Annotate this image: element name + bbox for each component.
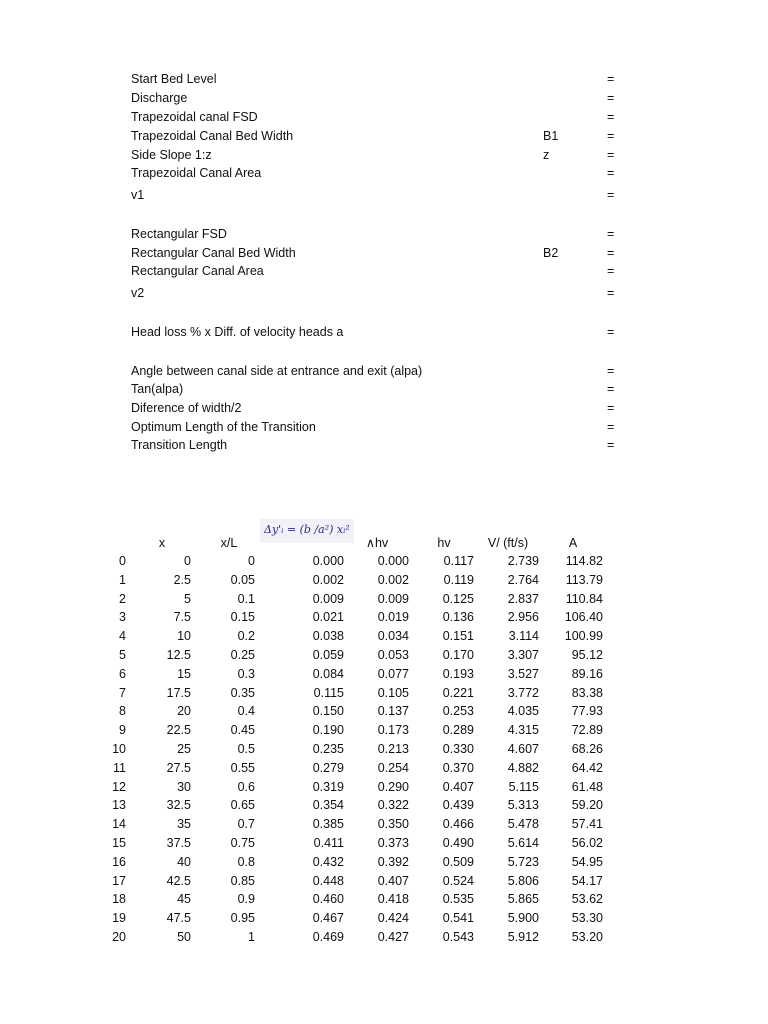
cell-hv: 0.136 xyxy=(442,610,474,625)
cell-x: 45 xyxy=(177,892,191,907)
row-index: 17 xyxy=(112,873,126,888)
cell-delta-hv: 0.053 xyxy=(377,648,409,662)
equals-sign: = xyxy=(607,420,615,434)
cell-delta-hv: 0.077 xyxy=(377,666,409,681)
cell-hv: 0.125 xyxy=(442,591,474,606)
cell-x: 5 xyxy=(184,591,191,606)
cell-velocity: 4.315 xyxy=(507,723,539,738)
row-index: 16 xyxy=(112,854,126,869)
cell-hv: 0.193 xyxy=(442,666,474,681)
cell-delta-hv: 0.290 xyxy=(377,779,409,794)
cell-area: 53.30 xyxy=(571,911,603,926)
row-index: 10 xyxy=(112,742,126,756)
cell-x-over-l: 0 xyxy=(248,554,255,568)
table-row xyxy=(0,778,768,796)
cell-delta-y: 0.150 xyxy=(312,704,344,719)
table-row xyxy=(0,684,768,702)
cell-area: 54.95 xyxy=(571,854,603,869)
table-header-row xyxy=(0,534,768,552)
cell-velocity: 3.772 xyxy=(507,685,539,700)
cell-area: 110.84 xyxy=(565,591,603,606)
cell-delta-y: 0.467 xyxy=(312,911,344,926)
table-row xyxy=(0,815,768,833)
cell-hv: 0.466 xyxy=(442,817,474,832)
cell-hv: 0.509 xyxy=(442,854,474,869)
cell-x: 50 xyxy=(177,930,191,944)
parameter-row xyxy=(0,284,768,302)
cell-x-over-l: 0.3 xyxy=(237,666,255,681)
table-row xyxy=(0,702,768,720)
cell-hv: 0.407 xyxy=(442,779,474,794)
row-index: 6 xyxy=(119,666,126,681)
parameter-row xyxy=(0,89,768,107)
header-area: A xyxy=(568,536,578,550)
cell-delta-y: 0.084 xyxy=(312,666,344,681)
parameter-label: Transition Length xyxy=(131,438,228,452)
parameter-label: Trapezoidal canal FSD xyxy=(131,110,258,124)
table-row xyxy=(0,608,768,626)
equals-sign: = xyxy=(607,264,615,278)
cell-delta-y: 0.021 xyxy=(312,610,344,625)
cell-x-over-l: 0.35 xyxy=(230,685,255,700)
table-row xyxy=(0,646,768,664)
cell-hv: 0.490 xyxy=(442,836,474,850)
row-index: 15 xyxy=(112,836,126,850)
cell-velocity: 4.035 xyxy=(507,704,539,719)
equals-sign: = xyxy=(607,148,615,162)
cell-delta-hv: 0.002 xyxy=(377,572,409,587)
cell-velocity: 5.723 xyxy=(507,854,539,869)
cell-velocity: 4.882 xyxy=(507,760,539,775)
cell-velocity: 2.956 xyxy=(507,610,539,625)
parameter-label: Rectangular Canal Area xyxy=(131,264,264,278)
cell-x: 0 xyxy=(184,554,191,568)
row-index: 9 xyxy=(119,723,126,738)
table-row xyxy=(0,721,768,739)
equals-sign: = xyxy=(607,166,615,180)
parameter-label: Rectangular Canal Bed Width xyxy=(131,246,296,260)
parameter-row xyxy=(0,262,768,280)
cell-area: 89.16 xyxy=(571,666,603,681)
cell-area: 100.99 xyxy=(564,629,603,644)
cell-delta-y: 0.000 xyxy=(312,554,344,568)
row-index: 19 xyxy=(112,911,126,926)
parameter-row xyxy=(0,164,768,182)
parameter-label: Side Slope 1:z xyxy=(131,148,212,162)
cell-x: 12.5 xyxy=(166,648,191,662)
cell-velocity: 5.806 xyxy=(507,873,539,888)
cell-x-over-l: 0.1 xyxy=(237,591,255,606)
parameter-label: Angle between canal side at entrance and exit (alpa) xyxy=(131,364,423,378)
cell-delta-hv: 0.213 xyxy=(377,742,409,756)
offset-formula-image: Δy'ᵢ = (b /a²) xᵢ² xyxy=(260,519,354,543)
row-index: 0 xyxy=(119,554,126,568)
header-delta-hv: ∧hv xyxy=(365,536,389,550)
equals-sign: = xyxy=(607,325,615,339)
parameter-row xyxy=(0,399,768,417)
cell-delta-y: 0.009 xyxy=(312,591,344,606)
cell-x-over-l: 0.55 xyxy=(230,760,255,775)
cell-delta-hv: 0.137 xyxy=(377,704,409,719)
row-index: 14 xyxy=(112,817,126,832)
parameter-label: v1 xyxy=(131,188,145,202)
table-row xyxy=(0,571,768,589)
cell-velocity: 5.614 xyxy=(507,836,539,850)
table-row xyxy=(0,890,768,908)
cell-x-over-l: 0.95 xyxy=(230,911,255,926)
cell-x: 42.5 xyxy=(166,873,191,888)
cell-area: 56.02 xyxy=(571,836,603,850)
table-row xyxy=(0,740,768,758)
cell-area: 95.12 xyxy=(571,648,603,662)
cell-velocity: 5.115 xyxy=(508,779,539,794)
cell-delta-hv: 0.019 xyxy=(377,610,409,625)
cell-area: 61.48 xyxy=(571,779,603,794)
cell-x-over-l: 0.8 xyxy=(237,854,255,869)
parameter-row xyxy=(0,225,768,243)
cell-delta-hv: 0.322 xyxy=(377,798,409,813)
cell-hv: 0.151 xyxy=(442,629,474,644)
cell-area: 53.20 xyxy=(571,930,603,944)
equals-sign: = xyxy=(607,188,615,202)
parameter-row xyxy=(0,244,768,262)
row-index: 8 xyxy=(119,704,126,719)
parameter-label: Trapezoidal Canal Bed Width xyxy=(131,129,294,143)
equals-sign: = xyxy=(607,129,615,143)
table-row xyxy=(0,853,768,871)
cell-area: 53.62 xyxy=(571,892,603,907)
row-index: 13 xyxy=(112,798,126,813)
cell-velocity: 2.837 xyxy=(507,591,539,606)
cell-velocity: 3.307 xyxy=(507,648,539,662)
cell-x-over-l: 0.5 xyxy=(237,742,255,756)
cell-hv: 0.535 xyxy=(442,892,474,907)
row-index: 5 xyxy=(119,648,126,662)
row-index: 7 xyxy=(119,685,126,700)
cell-delta-y: 0.038 xyxy=(312,629,344,644)
cell-x: 32.5 xyxy=(166,798,191,813)
parameter-row xyxy=(0,323,768,341)
cell-x-over-l: 0.4 xyxy=(237,704,255,719)
parameter-label: Start Bed Level xyxy=(131,72,217,86)
cell-x-over-l: 0.05 xyxy=(230,572,255,587)
cell-delta-hv: 0.392 xyxy=(377,854,409,869)
cell-x: 2.5 xyxy=(173,572,191,587)
cell-x: 10 xyxy=(177,629,191,644)
cell-x-over-l: 0.9 xyxy=(237,892,255,907)
table-row xyxy=(0,552,768,570)
cell-area: 57.41 xyxy=(571,817,603,832)
cell-x-over-l: 0.65 xyxy=(230,798,255,813)
cell-hv: 0.253 xyxy=(442,704,474,719)
table-row xyxy=(0,796,768,814)
cell-delta-hv: 0.407 xyxy=(377,873,409,888)
cell-delta-hv: 0.418 xyxy=(377,892,409,907)
equals-sign: = xyxy=(607,72,615,86)
cell-velocity: 3.114 xyxy=(508,629,539,644)
cell-x-over-l: 0.7 xyxy=(237,817,255,832)
cell-delta-hv: 0.034 xyxy=(377,629,409,644)
table-row xyxy=(0,872,768,890)
row-index: 2 xyxy=(119,591,126,606)
cell-x: 25 xyxy=(177,742,191,756)
table-row xyxy=(0,928,768,946)
parameter-row xyxy=(0,362,768,380)
parameter-row xyxy=(0,127,768,145)
cell-x: 40 xyxy=(177,854,191,869)
equals-sign: = xyxy=(607,286,615,300)
cell-delta-y: 0.002 xyxy=(312,572,344,587)
parameter-row xyxy=(0,436,768,454)
cell-velocity: 5.900 xyxy=(507,911,539,926)
cell-hv: 0.289 xyxy=(442,723,474,738)
parameter-symbol: B1 xyxy=(543,129,559,143)
cell-delta-hv: 0.424 xyxy=(377,911,409,926)
parameter-symbol: B2 xyxy=(543,246,559,260)
cell-delta-y: 0.354 xyxy=(312,798,344,813)
cell-x: 20 xyxy=(177,704,191,719)
parameter-row xyxy=(0,380,768,398)
parameter-row xyxy=(0,146,768,164)
cell-hv: 0.370 xyxy=(442,760,474,775)
cell-hv: 0.117 xyxy=(443,554,474,568)
cell-delta-y: 0.411 xyxy=(313,836,344,850)
cell-hv: 0.524 xyxy=(442,873,474,888)
parameter-label: Head loss % x Diff. of velocity heads a xyxy=(131,325,344,339)
equals-sign: = xyxy=(607,401,615,415)
cell-x: 7.5 xyxy=(173,610,191,625)
cell-delta-y: 0.059 xyxy=(312,648,344,662)
row-index: 11 xyxy=(113,760,126,775)
parameter-row xyxy=(0,186,768,204)
parameter-label: Trapezoidal Canal Area xyxy=(131,166,262,180)
parameter-label: Tan(alpa) xyxy=(131,382,184,396)
table-row xyxy=(0,759,768,777)
cell-delta-y: 0.319 xyxy=(312,779,344,794)
cell-hv: 0.221 xyxy=(442,685,474,700)
cell-velocity: 5.865 xyxy=(507,892,539,907)
row-index: 3 xyxy=(119,610,126,625)
cell-x-over-l: 0.15 xyxy=(230,610,255,625)
table-row xyxy=(0,627,768,645)
cell-x: 30 xyxy=(177,779,191,794)
table-row xyxy=(0,590,768,608)
equals-sign: = xyxy=(607,227,615,241)
cell-area: 113.79 xyxy=(565,572,603,587)
cell-area: 106.40 xyxy=(564,610,603,625)
cell-x: 22.5 xyxy=(166,723,191,738)
cell-delta-y: 0.190 xyxy=(312,723,344,738)
header-x-over-l: x/L xyxy=(220,536,238,550)
cell-hv: 0.119 xyxy=(443,572,474,587)
parameter-label: Discharge xyxy=(131,91,188,105)
cell-hv: 0.541 xyxy=(442,911,474,926)
equals-sign: = xyxy=(607,364,615,378)
cell-delta-hv: 0.373 xyxy=(377,836,409,850)
parameter-label: Optimum Length of the Transition xyxy=(131,420,316,434)
cell-area: 72.89 xyxy=(571,723,603,738)
cell-delta-y: 0.432 xyxy=(312,854,344,869)
row-index: 4 xyxy=(119,629,126,644)
cell-x: 37.5 xyxy=(166,836,191,850)
row-index: 20 xyxy=(112,930,126,944)
table-row xyxy=(0,665,768,683)
cell-x-over-l: 0.45 xyxy=(230,723,255,738)
parameter-label: Diference of width/2 xyxy=(131,401,242,415)
cell-hv: 0.170 xyxy=(442,648,474,662)
cell-delta-y: 0.469 xyxy=(312,930,344,944)
cell-x: 27.5 xyxy=(166,760,191,775)
cell-x: 17.5 xyxy=(166,685,191,700)
cell-velocity: 3.527 xyxy=(507,666,539,681)
parameter-label: v2 xyxy=(131,286,145,300)
cell-delta-y: 0.385 xyxy=(312,817,344,832)
cell-area: 77.93 xyxy=(571,704,603,719)
cell-delta-hv: 0.173 xyxy=(377,723,409,738)
cell-x: 47.5 xyxy=(166,911,191,926)
cell-x-over-l: 0.2 xyxy=(237,629,255,644)
parameter-row xyxy=(0,70,768,88)
header-hv: hv xyxy=(437,536,451,550)
cell-hv: 0.439 xyxy=(442,798,474,813)
cell-delta-y: 0.235 xyxy=(312,742,344,756)
cell-area: 114.82 xyxy=(565,554,603,568)
cell-x-over-l: 0.75 xyxy=(230,836,255,850)
parameter-label: Rectangular FSD xyxy=(131,227,227,241)
cell-x-over-l: 1 xyxy=(248,930,255,944)
parameter-row xyxy=(0,108,768,126)
cell-area: 68.26 xyxy=(571,742,603,756)
cell-hv: 0.543 xyxy=(442,930,474,944)
cell-delta-y: 0.448 xyxy=(312,873,344,888)
cell-delta-hv: 0.009 xyxy=(377,591,409,606)
header-velocity: V/ (ft/s) xyxy=(487,536,529,550)
cell-hv: 0.330 xyxy=(442,742,474,756)
equals-sign: = xyxy=(607,110,615,124)
cell-velocity: 4.607 xyxy=(507,742,539,756)
parameter-symbol: z xyxy=(543,148,550,162)
header-x: x xyxy=(158,536,166,550)
equals-sign: = xyxy=(607,438,615,452)
cell-delta-hv: 0.000 xyxy=(377,554,409,568)
equals-sign: = xyxy=(607,246,615,260)
cell-delta-y: 0.460 xyxy=(312,892,344,907)
cell-delta-hv: 0.350 xyxy=(377,817,409,832)
row-index: 12 xyxy=(112,779,126,794)
cell-delta-hv: 0.105 xyxy=(377,685,409,700)
cell-x-over-l: 0.6 xyxy=(237,779,255,794)
cell-velocity: 5.478 xyxy=(507,817,539,832)
cell-x: 35 xyxy=(177,817,191,832)
cell-velocity: 5.313 xyxy=(507,798,539,813)
cell-velocity: 2.764 xyxy=(507,572,539,587)
parameter-row xyxy=(0,418,768,436)
cell-area: 83.38 xyxy=(571,685,603,700)
cell-x-over-l: 0.85 xyxy=(230,873,255,888)
cell-area: 54.17 xyxy=(571,873,603,888)
cell-velocity: 5.912 xyxy=(507,930,539,944)
cell-velocity: 2.739 xyxy=(507,554,539,568)
row-index: 1 xyxy=(119,572,126,587)
cell-delta-hv: 0.254 xyxy=(377,760,409,775)
row-index: 18 xyxy=(112,892,126,907)
cell-delta-hv: 0.427 xyxy=(377,930,409,944)
cell-area: 59.20 xyxy=(571,798,603,813)
cell-delta-y: 0.279 xyxy=(312,760,344,775)
cell-x-over-l: 0.25 xyxy=(230,648,255,662)
cell-x: 15 xyxy=(177,666,191,681)
cell-area: 64.42 xyxy=(571,760,603,775)
equals-sign: = xyxy=(607,382,615,396)
table-row xyxy=(0,834,768,852)
cell-delta-y: 0.115 xyxy=(313,685,344,700)
equals-sign: = xyxy=(607,91,615,105)
table-row xyxy=(0,909,768,927)
